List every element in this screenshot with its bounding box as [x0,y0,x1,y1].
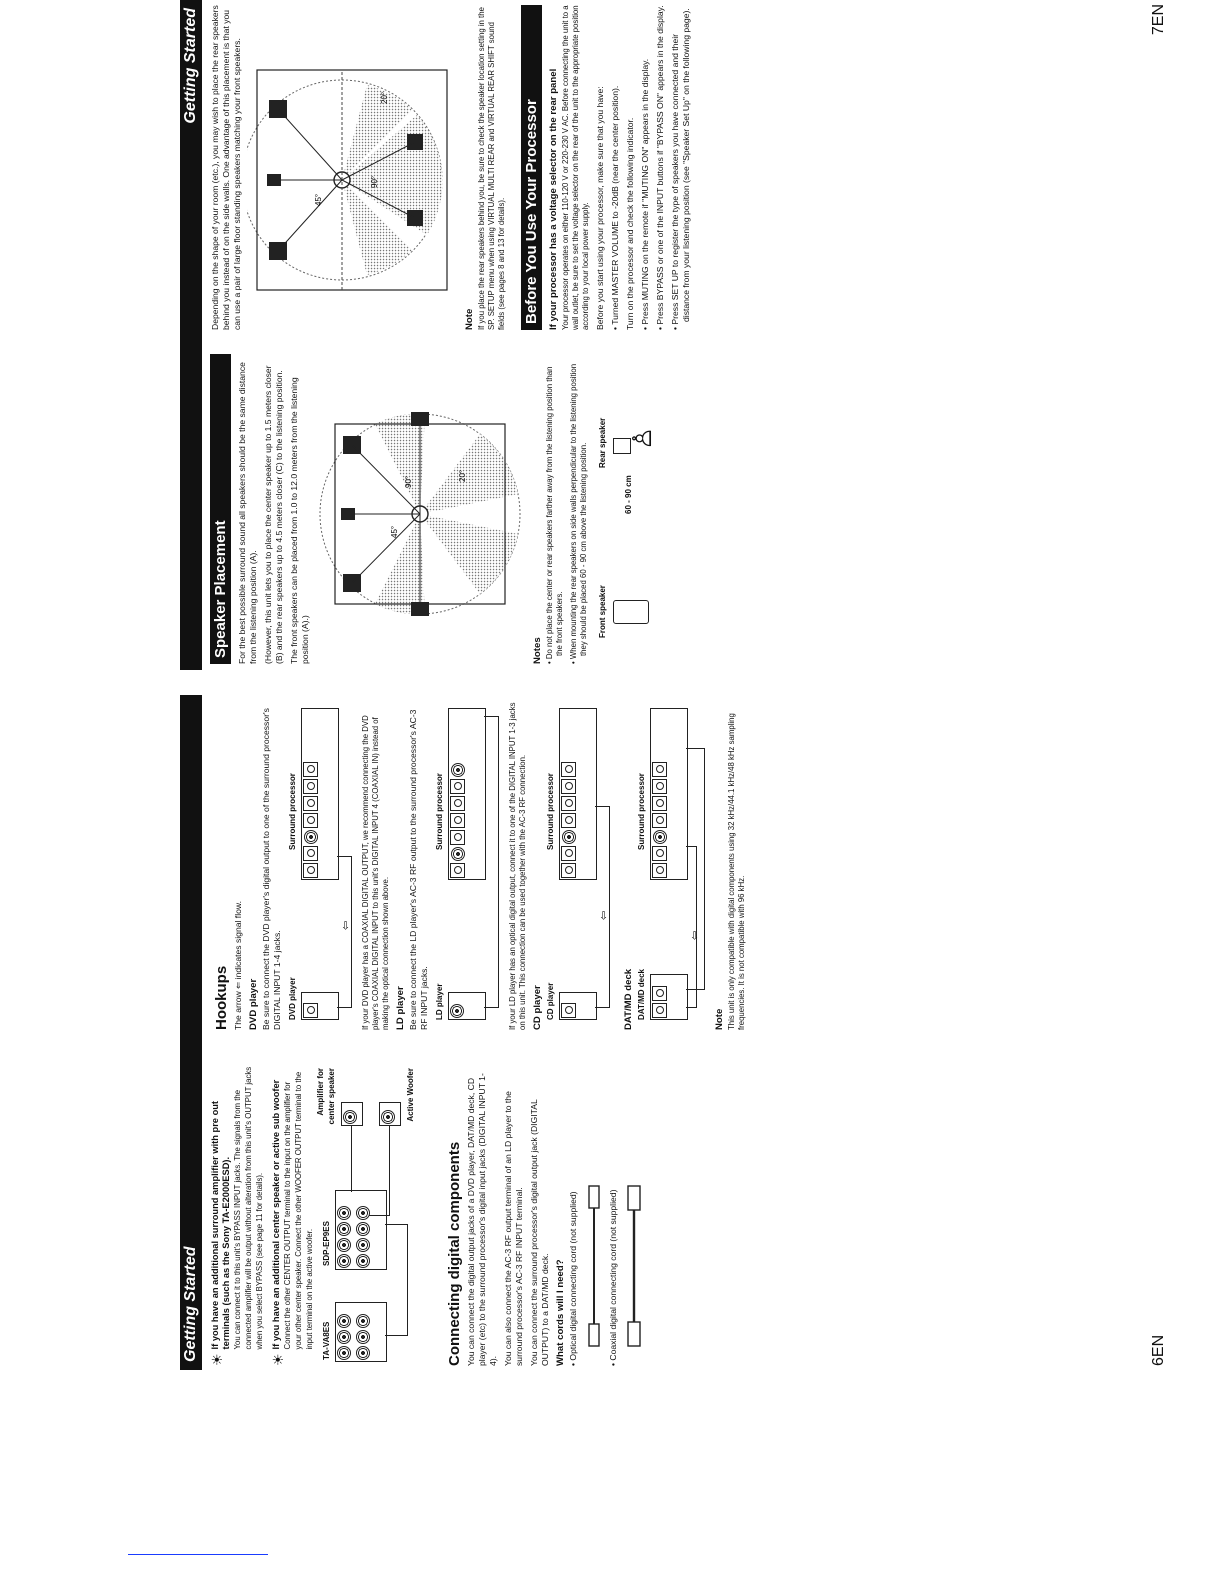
connecting-paragraph: You can connect the surround processor's digital output jack (DIGITAL OUTPUT) to a DAT/MD deck. [529,1099,550,1366]
angle-20-label: 20° [380,91,389,104]
connecting-paragraph: You can connect the digital output jacks of a DVD player, DAT/MD deck, CD player (etc) to the surround processor's digital input jacks (DIGITAL INPUT 1-4). [466,1073,498,1366]
connecting-paragraph: You can also connect the AC-3 RF output terminal of an LD player to the surround processor's AC-3 RF INPUT terminal. [503,1091,524,1366]
right-column-2 [210,5,696,330]
label-height: 60 - 90 cm [624,475,633,514]
cord-label: Optical digital connecting cord (not supplied) [568,1191,578,1361]
jack-icon [356,1254,370,1268]
label-surround-processor: Surround processor [546,773,555,850]
tip-title: If you have an additional surround amplifier with pre out terminals (such as the Sony TA-E2000ESD). [210,1100,231,1350]
note-item: • Do not place the center or rear speakers farther away from the listening position than the front speakers. [545,366,564,664]
optical-jack-icon [561,1003,576,1018]
ld-note: If your LD player has an optical digital output, connect it to one of the DIGITAL INPUT 1-3 jacks on this unit. This connection can be used together with the AC-3 RF connection. [508,702,527,1030]
woofer-panel [379,1102,401,1126]
before-title: Before You Use Your Processor [521,5,542,330]
cable-dat-out [686,748,705,990]
jack-icon [337,1346,351,1360]
label-dat-deck: DAT/MD deck [637,969,646,1020]
diagram-label-ta: TA-VA8ES [322,1321,331,1360]
label-rear-speaker: Rear speaker [598,417,607,468]
optical-jack-icon [652,1003,667,1018]
left-column-1 [210,1066,648,1366]
angle-20-label: 20° [458,469,467,482]
cord-item-coaxial: • Coaxial digital connecting cord (not supplied) [608,1189,618,1366]
page-number-right: 7EN [1150,4,1167,36]
jack-icon [356,1222,370,1236]
right-column-1 [210,354,683,664]
placement-diagram-side [315,364,525,664]
jack-icon [337,1238,351,1252]
checklist-item: • Press BYPASS or one of the INPUT buttons if "BYPASS ON" appears in the display. [655,5,665,330]
signal-arrow-icon: ⇦ [598,910,610,920]
cd-panel [559,992,597,1020]
label-dvd-player: DVD player [288,977,297,1020]
placement-paragraph: (However, this unit lets you to place the center speaker up to 1.5 meters closer (B) and the rear speakers up to 4.5 meters closer (C) to the listening position. [263,365,284,664]
checklist-item: • Turned MASTER VOLUME to -20dB (near the center position). [610,85,620,330]
lightbulb-icon: ☀ [270,1353,286,1366]
optical-jack-icon [652,813,667,828]
cable-cd [595,806,610,1008]
optical-jack-icon [652,846,667,861]
diagram-label-sdp: SDP-EP9ES [322,1221,331,1266]
checklist-text: Press SET UP to register the type of speakers you have connected and their distance from your listening position (see "Speaker Set Up" on the following page). [670,8,691,325]
label-surround-processor: Surround processor [288,773,297,850]
lightbulb-icon: ☀ [209,1353,225,1366]
jack-icon [451,763,465,777]
optical-jack-icon [561,762,576,777]
jack-icon [337,1330,351,1344]
optical-jack-icon [561,813,576,828]
jack-icon [337,1254,351,1268]
placement-diagram-rear [247,30,457,330]
voltage-title: If your processor has a voltage selector on the rear panel [548,68,559,330]
optical-jack-icon [303,779,318,794]
optical-jack-icon [561,863,576,878]
jack-icon [381,1110,395,1124]
dat-title: DAT/MD deck [623,968,634,1030]
tip-body: Connect the other CENTER OUTPUT terminal to the input on the amplifier for your other center speaker. Connect the other WOOFER OUTPUT terminal to the input terminal on the active woofer. [283,1071,314,1350]
label-ld-player: LD player [435,983,444,1020]
optical-jack-icon [561,779,576,794]
ld-diagram [434,700,508,1030]
optical-jack-icon [303,796,318,811]
ld-body: Be sure to connect the LD player's AC-3 RF output to the surround processor's AC-3 RF INPUT jacks. [408,709,429,1030]
header-left: Getting Started [180,695,202,1370]
dvd-title: DVD player [248,978,259,1030]
notes-title: Notes [532,637,543,664]
dvd-diagram [287,700,361,1030]
angle-90-label: 90° [370,175,379,188]
checklist-text: Press BYPASS or one of the INPUT buttons if "BYPASS ON" appears in the display. [655,5,665,325]
optical-jack-icon [652,863,667,878]
jack-icon [337,1206,351,1220]
coaxial-cord-illustration [623,1166,645,1366]
jack-icon [451,847,465,861]
optical-jack-icon [450,796,465,811]
cord-label: Coaxial digital connecting cord (not supplied) [608,1189,618,1361]
ld-panel [448,992,486,1020]
dvd-body: Be sure to connect the DVD player's digital output to one of the surround processor's DIGITAL INPUT 1-4 jacks. [261,708,282,1030]
cords-title: What cords will I need? [555,1259,566,1366]
optical-jack-icon [652,986,667,1001]
note-title: Note [464,308,475,330]
jack-icon [337,1314,351,1328]
left-column-2 [210,700,751,1030]
listener-icon: ♙ [627,426,657,450]
angle-45-label: 45° [314,193,323,206]
checklist-item: • Press SET UP to register the type of speakers you have connected and their distance from your listening position (see "Speaker Set Up" on the following page). [670,8,691,330]
tip-center-woofer [271,1066,315,1366]
ta-unit-panel [335,1302,387,1362]
optical-jack-icon [450,813,465,828]
note-text: Do not place the center or rear speakers farther away from the listening position than the front speakers. [545,366,564,660]
processor-panel [650,708,688,880]
jack-icon [343,1110,357,1124]
signal-arrow-icon: ⇦ [340,920,352,930]
optical-jack-icon [303,813,318,828]
optical-jack-icon [450,863,465,878]
optical-jack-icon [303,863,318,878]
placement-paragraph: The front speakers can be placed from 1.0 to 12.0 meters from the listening position (A).) [289,377,310,664]
dvd-coax-note: If your DVD player has a COAXIAL DIGITAL OUTPUT, we recommend connecting the DVD player's COAXIAL DIGITAL INPUT to this unit's DIGITAL INPUT 4 (COAXIAL IN) instead of making the optical connection shown above. [361,715,390,1030]
label-front-speaker: Front speaker [598,585,607,638]
turn-on-paragraph: Turn on the processor and check the following indicator. [625,117,635,330]
angle-45-label: 45° [390,525,399,538]
front-speaker-icon [613,600,649,624]
optical-jack-icon [450,830,465,845]
manual-spread [180,0,1180,1370]
jack-icon [356,1238,370,1252]
checklist-item: • Press MUTING on the remote if "MUTING ON" appears in the display. [640,58,650,330]
center-amp-panel [341,1102,363,1126]
speaker-placement-title: Speaker Placement [210,354,231,664]
optical-jack-icon [561,796,576,811]
jack-icon [450,1004,464,1018]
jack-icon [356,1346,370,1360]
label-surround-processor: Surround processor [435,773,444,850]
jack-icon [653,830,667,844]
note-title: Note [714,1008,725,1030]
checklist-text: Turned MASTER VOLUME to -20dB (near the center position). [610,85,620,325]
note-body: If you place the rear speakers behind you, be sure to check the speaker location setting in the SP. SETUP menu when using VIRTUAL MULTI REAR and VIRTUAL REAR SHIFT sound fields (see pages 8 and 13 for details). [477,7,506,330]
diagram-label-amp: Amplifier for center speaker [316,1068,336,1125]
optical-jack-icon [652,779,667,794]
note-text: When mounting the rear speakers on side walls perpendicular to the listening position they should be placed 60 - 90 cm above the listening position. [569,363,588,660]
connecting-title: Connecting digital components [446,1141,463,1366]
tip-body: You can connect it to this unit's BYPASS INPUT jacks. The signals from the connected amplifier will be output without alteration from this unit's OUTPUT jacks when you select BYPASS (see page 11 for details). [233,1066,264,1350]
cable-woofer [369,1125,390,1216]
jack-icon [356,1206,370,1220]
height-diagram [593,354,683,664]
processor-panel [559,708,597,880]
jack-icon [356,1314,370,1328]
optical-jack-icon [652,796,667,811]
extra-amp-diagram [316,1066,441,1366]
jack-icon [356,1330,370,1344]
tip-title: If you have an additional center speaker or active sub woofer [271,1079,281,1350]
hookups-intro: The arrow ⇐ indicates signal flow. [233,900,243,1030]
checklist-text: Press MUTING on the remote if "MUTING ON" appears in the display. [640,58,650,325]
optical-jack-icon [561,846,576,861]
optical-cord-illustration [583,1166,605,1366]
header-right: Getting Started [180,0,202,670]
diagram-label-woofer: Active Woofer [406,1068,415,1122]
dat-diagram [636,700,710,1030]
footer-rule [128,1554,268,1555]
optical-jack-icon [652,762,667,777]
page-number-left: 6EN [1150,1334,1167,1366]
placement-paragraph: For the best possible surround sound all speakers should be the same distance from the listening position (A). [237,362,258,664]
optical-jack-icon [303,762,318,777]
processor-panel [301,708,339,880]
signal-arrow-icon: ⇦ [689,930,701,940]
ld-title: LD player [395,986,406,1030]
processor-panel [448,708,486,880]
angle-90-label: 90° [404,475,413,488]
cable-center [351,1126,352,1192]
optical-jack-icon [303,846,318,861]
jack-icon [304,830,318,844]
note-body: This unit is only compatible with digital components using 32 kHz/44.1 kHz/48 kHz sampling frequencies. It is not compatible with 96 kHz. [727,713,746,1030]
tip-surround-amp [210,1066,265,1366]
cable-bypass [385,1224,408,1336]
label-cd-player: CD player [546,982,555,1020]
cd-title: CD player [532,985,543,1030]
note-item: • When mounting the rear speakers on side walls perpendicular to the listening position they should be placed 60 - 90 cm above the listening position. [569,363,588,664]
hookups-title: Hookups [213,965,230,1030]
page-left [180,695,1180,1370]
cord-item-optical: • Optical digital connecting cord (not supplied) [568,1191,578,1366]
cable-ld [484,716,499,1008]
optical-jack-icon [450,779,465,794]
before-paragraph: Before you start using your processor, make sure that you have: [595,86,605,330]
cd-diagram [545,700,619,1030]
dvd-panel [301,992,339,1020]
jack-icon [562,830,576,844]
optical-jack-icon [303,1003,318,1018]
page-right [180,0,1180,670]
rear-placement-paragraph: Depending on the shape of your room (etc.), you may wish to place the rear speakers behind you instead of on the side walls. One advantage of this placement is that you can use a pair of large floor standing speakers matching your front speakers. [210,5,242,330]
label-surround-processor: Surround processor [637,773,646,850]
voltage-body: Your processor operates on either 110-120 V or 220-230 V AC. Before connecting the unit to a wall outlet, be sure to set the voltage selector on the rear of the unit to the appropriate position according to your local power supply. [561,5,590,330]
dat-panel [650,974,688,1020]
cable-dvd [337,856,352,1008]
jack-icon [337,1222,351,1236]
